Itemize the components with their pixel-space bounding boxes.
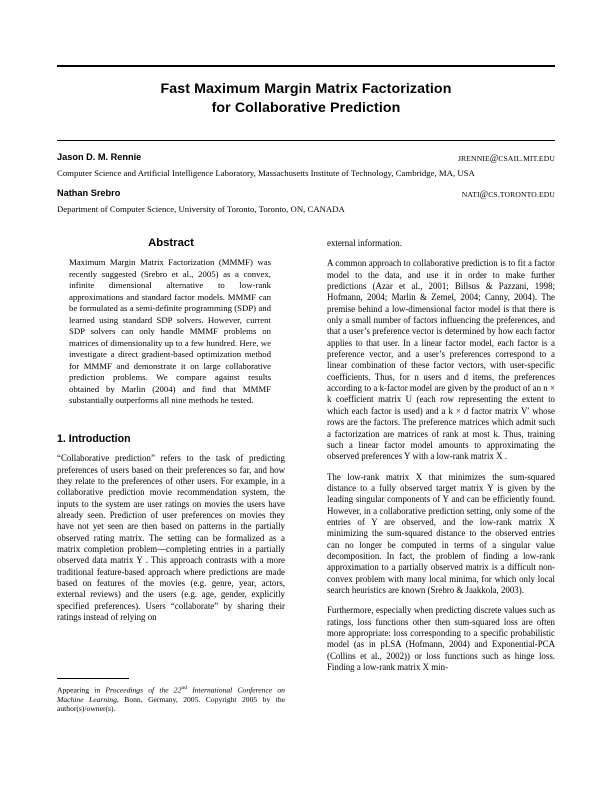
title-line-1: Fast Maximum Margin Matrix Factorization bbox=[160, 81, 452, 97]
left-column bbox=[57, 238, 285, 632]
paragraph: A common approach to collaborative prediction is to fit a factor model to the data, and use it in order to make further predictions (Azar et al., 2001; Billsus & Pazzani, 1998; Hofmann, 2004; Marlin & Zemel, 2004; Canny, 2004). The premise behind a low-dimensional factor model is that there is only a small number of factors influencing the preferences, and that a user’s preference vector is determined by how each factor applies to that user. In a linear factor model, each factor is a preference vector, and a user’s preferences correspond to a linear combination of these factor vectors, with user-specific coefficients. Thus, for n users and d items, the preferences according to a k-factor model are given by the product of an n × k coefficient matrix U (each row representing the extent to which each factor is used) and a k × d factor matrix V′ whose rows are the factors. The preference matrices which admit such a factorization are matrices of rank at most k. Thus, training such a linear factor model amounts to approximating the observed preferences Y with a low-rank matrix X . bbox=[327, 258, 555, 462]
email-user: JRENNIE bbox=[457, 154, 490, 163]
paper-title bbox=[57, 80, 555, 118]
author-name: Jason D. M. Rennie bbox=[57, 152, 142, 162]
at-sign-icon: @ bbox=[479, 189, 489, 199]
author-block bbox=[57, 152, 555, 224]
paragraph: The low-rank matrix X that minimizes the sum-squared distance to a fully observed target matrix Y is given by the leading singular components of Y and can be efficiently found. However, in a collaborative prediction setting, only some of the entries of Y are observed, and the low-rank matrix X minimizing the sum-squared distance to the observed entries can no longer be computed in terms of a singular value decomposition. In fact, the problem of finding a low-rank approximation to a partially observed matrix is a difficult non-convex problem with many local minima, for which only local search heuristics are known (Srebro & Jaakkola, 2003). bbox=[327, 471, 555, 595]
author-row bbox=[57, 152, 555, 166]
footnote-separator bbox=[57, 678, 129, 679]
abstract-text: Maximum Margin Matrix Factorization (MMMF) was recently suggested (Srebro et al., 2005) as a convex, infinite dimensional alternative to low-rank approximations and standard factor models. MMMF can be formulated as a semi-definite programming (SDP) and learned using standard SDP solvers. However, current SDP solvers can only handle MMMF problems on matrices of dimensionality up to a few hundred. Here, we investigate a direct gradient-based optimization method for MMMF and demonstrate it on large collaborative prediction problems. We compare against results obtained by Marlin (2004) and find that MMMF substantially outperforms all nine methods he tested. bbox=[69, 257, 271, 406]
footnote-italic-2: International Conference on Machine Learning bbox=[57, 685, 285, 704]
footnote-post: , Bonn, Germany, 2005. Copyright 2005 by the author(s)/owner(s). bbox=[57, 694, 285, 714]
abstract-heading: Abstract bbox=[148, 237, 194, 249]
email-domain: CS.TORONTO.EDU bbox=[488, 190, 555, 199]
email-domain: CSAIL.MIT.EDU bbox=[498, 154, 555, 163]
paragraph: Furthermore, especially when predicting discrete values such as ratings, loss functions other then sum-squared loss are often more appropriate: loss corresponding to a specific probabilistic model (as in pLSA (Hofmann, 2004) and Exponential-PCA (Collins et al., 2002)) or loss functions such as hinge loss. Finding a low-rank matrix X min- bbox=[327, 605, 555, 673]
author-row bbox=[57, 188, 555, 202]
author-email[interactable] bbox=[458, 153, 555, 163]
author-email[interactable] bbox=[462, 189, 555, 199]
header-rule-bottom bbox=[57, 140, 555, 141]
footnote bbox=[57, 684, 285, 714]
footnote-pre: Appearing in bbox=[57, 685, 106, 695]
section-heading-introduction: 1. Introduction bbox=[57, 432, 131, 445]
right-column bbox=[327, 238, 555, 682]
footnote-italic-1: Proceedings of the 22 bbox=[105, 685, 182, 695]
email-user: NATI bbox=[461, 190, 480, 199]
author-affiliation: Department of Computer Science, University of Toronto, Toronto, ON, CANADA bbox=[57, 204, 345, 214]
at-sign-icon: @ bbox=[489, 153, 499, 163]
author-name: Nathan Srebro bbox=[57, 188, 121, 198]
author-affiliation: Computer Science and Artificial Intelligence Laboratory, Massachusetts Institute of Technology, Cambridge, MA, USA bbox=[57, 168, 475, 178]
title-line-2: for Collaborative Prediction bbox=[211, 100, 401, 116]
paragraph: external information. bbox=[327, 238, 402, 248]
header-rule-top bbox=[57, 65, 555, 67]
footnote-superscript: nd bbox=[181, 685, 187, 691]
paragraph: “Collaborative prediction” refers to the task of predicting preferences of users based on their preferences so far, and how they relate to the preferences of other users. For example, in a collaborative prediction movie recommendation system, the inputs to the system are user ratings on movies the users have already seen. Prediction of user preferences on movies they have not yet seen are then based on patterns in the partially observed rating matrix. The setting can be formalized as a matrix completion problem—completing entries in a partially observed data matrix Y . This approach contrasts with a more traditional feature-based approach where predictions are made based on features of the movies (e.g. genre, year, actors, external reviews) and the users (e.g. age, gender, explicitly specified preferences). Users “collaborate” by sharing their ratings instead of relying on bbox=[57, 453, 285, 622]
